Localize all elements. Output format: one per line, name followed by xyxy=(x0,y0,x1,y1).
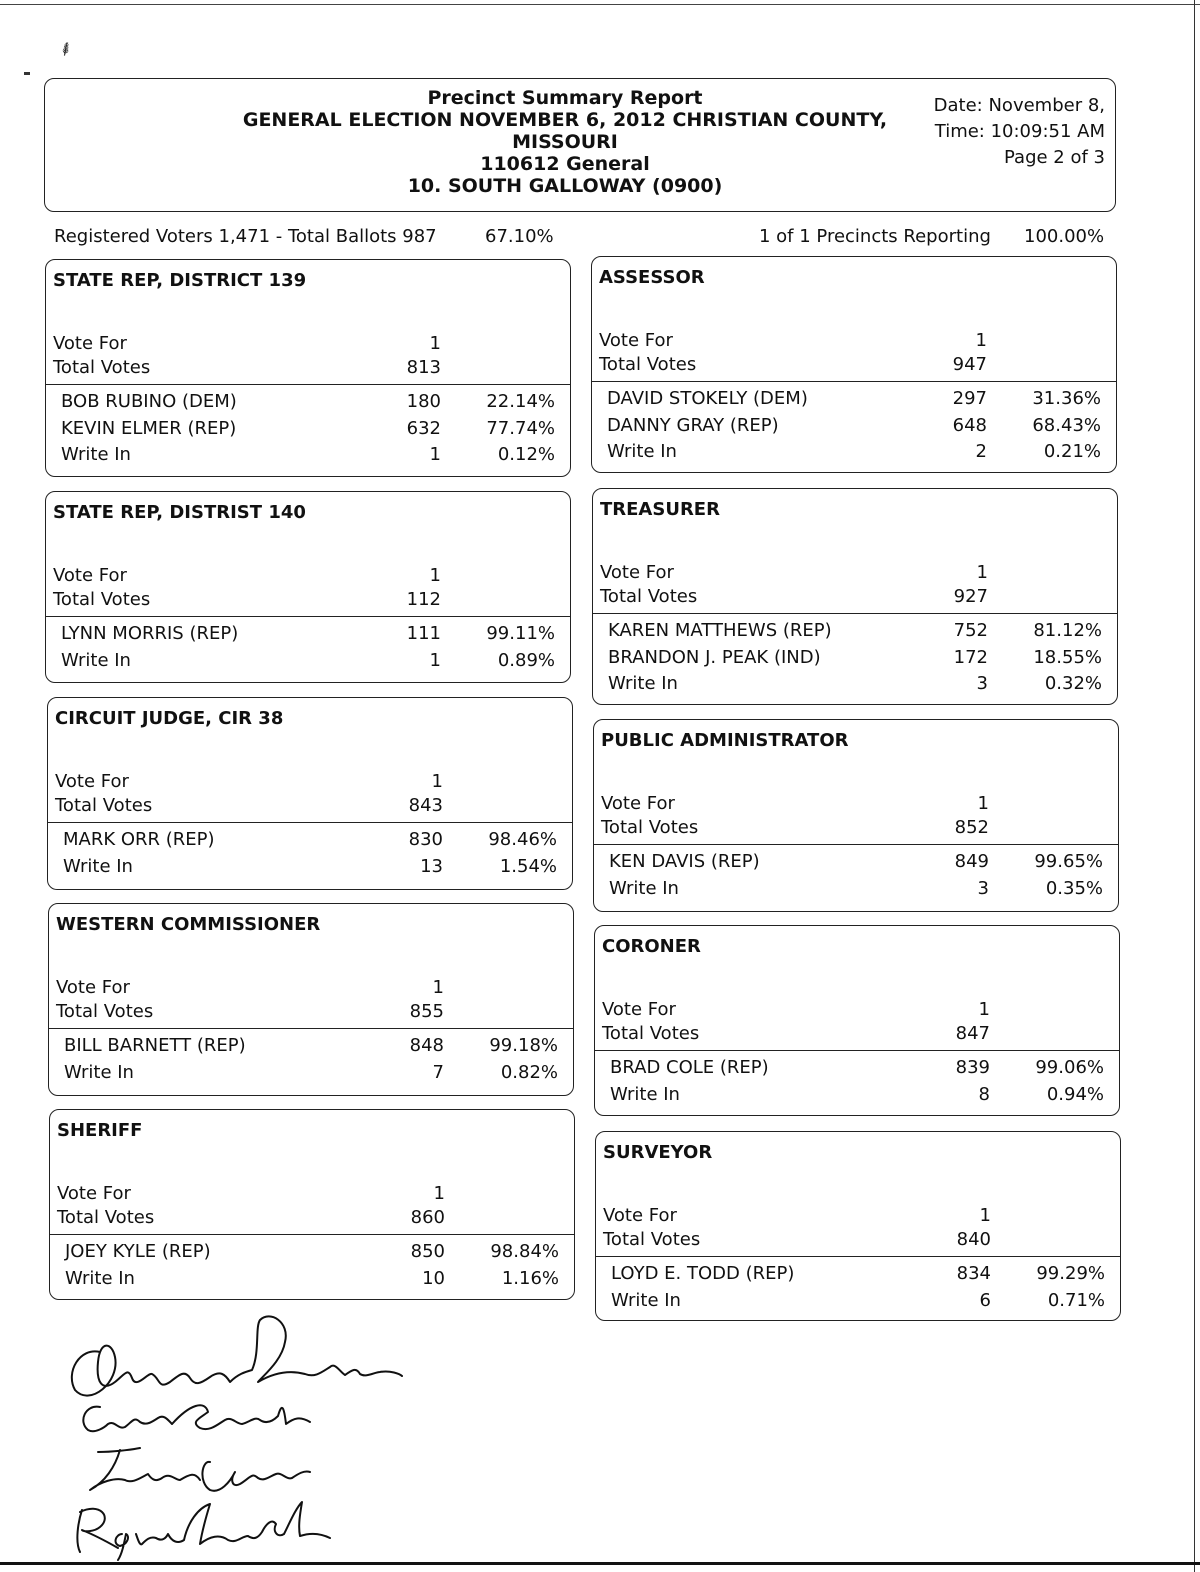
candidate-name: Write In xyxy=(65,1267,135,1289)
report-title: Precinct Summary Report xyxy=(427,87,703,109)
vote-for xyxy=(600,562,1110,586)
total-votes-value: 852 xyxy=(954,817,989,838)
candidate-row xyxy=(609,878,1109,904)
precinct-name: 10. SOUTH GALLOWAY (0900) xyxy=(407,175,723,197)
candidate-name: Write In xyxy=(61,444,131,465)
total-votes-label: Total Votes xyxy=(599,354,697,375)
registered-voters: Registered Voters 1,471 - Total Ballots 987 xyxy=(54,226,437,247)
candidate-votes: 6 xyxy=(979,1289,991,1311)
candidate-row xyxy=(608,673,1108,699)
candidate-votes: 1 xyxy=(429,444,441,465)
vote-for-label: Vote For xyxy=(601,793,675,814)
candidate-votes: 3 xyxy=(976,673,988,694)
candidate-percent: 0.32% xyxy=(1044,673,1102,694)
candidate-votes: 834 xyxy=(956,1263,991,1284)
candidate-name: LOYD E. TODD (REP) xyxy=(611,1263,795,1284)
contest-box xyxy=(592,488,1118,705)
vote-for-label: Vote For xyxy=(57,1183,131,1204)
contest-title: CORONER xyxy=(602,936,701,957)
report-time: Time: 10:09:51 AM xyxy=(934,121,1105,142)
header-meta xyxy=(925,93,1105,171)
page-border-bottom xyxy=(0,1562,1200,1565)
signature-3 xyxy=(90,1448,310,1491)
contest-title: STATE REP, DISTRICT 139 xyxy=(53,270,307,291)
page-border-top xyxy=(0,4,1200,5)
total-votes-value: 947 xyxy=(952,354,987,375)
vote-for xyxy=(57,1183,567,1207)
contest-divider xyxy=(596,1256,1120,1257)
candidate-row xyxy=(65,1241,565,1267)
candidate-votes: 752 xyxy=(953,620,988,641)
total-votes xyxy=(600,586,1110,610)
vote-for xyxy=(599,330,1109,354)
candidate-votes: 10 xyxy=(422,1267,445,1289)
candidate-row xyxy=(64,1035,564,1061)
candidate-percent: 0.35% xyxy=(1045,877,1103,899)
candidate-row xyxy=(611,1263,1111,1289)
total-votes xyxy=(53,589,563,613)
candidate-name: JOEY KYLE (REP) xyxy=(65,1241,211,1262)
contest-box xyxy=(594,925,1120,1116)
candidate-votes: 180 xyxy=(406,391,441,412)
candidate-votes: 13 xyxy=(420,855,443,877)
candidate-name: Write In xyxy=(63,855,133,877)
contest-divider xyxy=(46,616,570,617)
contest-title: STATE REP, DISTRIST 140 xyxy=(53,502,306,523)
candidate-row xyxy=(608,620,1108,646)
contest-title: PUBLIC ADMINISTRATOR xyxy=(601,730,849,751)
candidate-votes: 297 xyxy=(952,388,987,409)
signature-1 xyxy=(72,1316,402,1395)
candidate-row xyxy=(607,415,1107,441)
vote-for xyxy=(55,771,565,795)
candidate-name: BOB RUBINO (DEM) xyxy=(61,391,237,412)
total-votes-label: Total Votes xyxy=(56,1001,154,1022)
candidate-row xyxy=(611,1290,1111,1316)
candidate-votes: 7 xyxy=(432,1061,444,1083)
vote-for-label: Vote For xyxy=(55,771,129,792)
turnout-percent: 67.10% xyxy=(485,226,554,247)
contest-title: ASSESSOR xyxy=(599,267,705,288)
candidate-percent: 99.11% xyxy=(486,623,555,644)
candidate-percent: 81.12% xyxy=(1033,620,1102,641)
report-date: Date: November 8, xyxy=(933,95,1105,116)
total-votes xyxy=(53,357,563,381)
page-border-right xyxy=(1194,0,1195,1572)
contest-title: TREASURER xyxy=(600,499,720,520)
contest-title: SURVEYOR xyxy=(603,1142,713,1163)
candidate-votes: 172 xyxy=(953,646,988,668)
vote-for-value: 1 xyxy=(429,333,441,354)
precincts-reporting: 1 of 1 Precincts Reporting xyxy=(759,226,991,247)
vote-for-value: 1 xyxy=(979,1205,991,1226)
candidate-row xyxy=(61,650,561,676)
candidate-votes: 632 xyxy=(406,417,441,439)
candidate-percent: 99.65% xyxy=(1034,851,1103,872)
contest-divider xyxy=(50,1234,574,1235)
page-number: Page 2 of 3 xyxy=(1004,147,1105,168)
candidate-percent: 99.06% xyxy=(1035,1057,1104,1078)
candidate-row xyxy=(64,1062,564,1088)
total-votes-value: 860 xyxy=(410,1207,445,1228)
vote-for-value: 1 xyxy=(432,977,444,998)
contest-box xyxy=(591,256,1117,473)
total-votes-value: 927 xyxy=(953,586,988,607)
total-votes xyxy=(602,1023,1112,1047)
candidate-percent: 1.16% xyxy=(501,1267,559,1289)
election-state: MISSOURI xyxy=(512,131,618,153)
total-votes xyxy=(57,1207,567,1231)
vote-for-label: Vote For xyxy=(600,562,674,583)
candidate-name: BRANDON J. PEAK (IND) xyxy=(608,646,821,668)
contest-title: CIRCUIT JUDGE, CIR 38 xyxy=(55,708,284,729)
vote-for-value: 1 xyxy=(976,562,988,583)
signature-4 xyxy=(77,1502,330,1560)
candidate-name: KEN DAVIS (REP) xyxy=(609,851,760,872)
candidate-votes: 849 xyxy=(954,851,989,872)
candidate-row xyxy=(63,856,563,882)
candidate-votes: 1 xyxy=(429,649,441,671)
vote-for-label: Vote For xyxy=(56,977,130,998)
candidate-row xyxy=(607,388,1107,414)
total-votes-label: Total Votes xyxy=(53,589,151,610)
candidate-name: Write In xyxy=(610,1083,680,1105)
contest-divider xyxy=(594,844,1118,845)
header-title-block xyxy=(215,87,915,197)
vote-for xyxy=(53,333,563,357)
candidate-row xyxy=(61,391,561,417)
candidate-percent: 0.89% xyxy=(497,649,555,671)
candidate-row xyxy=(610,1057,1110,1083)
total-votes xyxy=(601,817,1111,841)
candidate-name: LYNN MORRIS (REP) xyxy=(61,623,239,644)
vote-for-value: 1 xyxy=(977,793,989,814)
candidate-votes: 2 xyxy=(975,441,987,462)
candidate-percent: 98.84% xyxy=(490,1241,559,1262)
total-votes-label: Total Votes xyxy=(600,586,698,607)
contest-box xyxy=(48,903,574,1096)
vote-for-value: 1 xyxy=(975,330,987,351)
candidate-row xyxy=(608,647,1108,673)
vote-for xyxy=(603,1205,1113,1229)
candidate-row xyxy=(607,441,1107,467)
contest-divider xyxy=(46,384,570,385)
vote-for-value: 1 xyxy=(431,771,443,792)
candidate-votes: 848 xyxy=(409,1035,444,1056)
candidate-name: DAVID STOKELY (DEM) xyxy=(607,388,808,409)
contest-divider xyxy=(593,613,1117,614)
candidate-percent: 77.74% xyxy=(486,417,555,439)
total-votes-value: 813 xyxy=(406,357,441,378)
candidate-percent: 1.54% xyxy=(499,855,557,877)
vote-for-value: 1 xyxy=(433,1183,445,1204)
candidate-name: KAREN MATTHEWS (REP) xyxy=(608,620,832,641)
total-votes-label: Total Votes xyxy=(57,1207,155,1228)
contest-divider xyxy=(48,822,572,823)
candidate-percent: 98.46% xyxy=(488,829,557,850)
candidate-percent: 31.36% xyxy=(1032,388,1101,409)
contest-title: SHERIFF xyxy=(57,1120,143,1141)
contest-box xyxy=(595,1131,1121,1321)
candidate-votes: 3 xyxy=(977,877,989,899)
candidate-percent: 0.71% xyxy=(1047,1289,1105,1311)
total-votes-label: Total Votes xyxy=(602,1023,700,1044)
candidate-percent: 22.14% xyxy=(486,391,555,412)
total-votes-value: 112 xyxy=(406,589,441,610)
candidate-percent: 99.29% xyxy=(1036,1263,1105,1284)
vote-for xyxy=(602,999,1112,1023)
election-code: 110612 General xyxy=(480,153,650,175)
vote-for xyxy=(56,977,566,1001)
candidate-name: BRAD COLE (REP) xyxy=(610,1057,769,1078)
vote-for xyxy=(53,565,563,589)
candidate-row xyxy=(63,829,563,855)
contest-box xyxy=(45,491,571,683)
vote-for-value: 1 xyxy=(429,565,441,586)
candidate-name: Write In xyxy=(611,1289,681,1311)
candidate-name: Write In xyxy=(64,1061,134,1083)
candidate-votes: 839 xyxy=(955,1057,990,1078)
candidate-percent: 0.21% xyxy=(1043,441,1101,462)
contest-title: WESTERN COMMISSIONER xyxy=(56,914,321,935)
candidate-row xyxy=(609,851,1109,877)
total-votes-value: 840 xyxy=(956,1229,991,1250)
election-name: GENERAL ELECTION NOVEMBER 6, 2012 CHRISTIAN COUNTY, xyxy=(242,109,888,131)
candidate-name: MARK ORR (REP) xyxy=(63,829,215,850)
candidate-name: DANNY GRAY (REP) xyxy=(607,414,779,436)
total-votes xyxy=(56,1001,566,1025)
candidate-name: Write In xyxy=(608,673,678,694)
scan-dot xyxy=(24,72,30,75)
vote-for-label: Vote For xyxy=(603,1205,677,1226)
candidate-name: KEVIN ELMER (REP) xyxy=(61,417,237,439)
vote-for xyxy=(601,793,1111,817)
candidate-percent: 18.55% xyxy=(1033,646,1102,668)
total-votes xyxy=(55,795,565,819)
signature-2 xyxy=(83,1405,310,1431)
contest-divider xyxy=(49,1028,573,1029)
total-votes-label: Total Votes xyxy=(53,357,151,378)
candidate-row xyxy=(61,623,561,649)
candidate-votes: 850 xyxy=(410,1241,445,1262)
total-votes-label: Total Votes xyxy=(601,817,699,838)
contest-box xyxy=(49,1109,575,1300)
total-votes-value: 843 xyxy=(408,795,443,816)
signatures xyxy=(60,1312,420,1562)
contest-divider xyxy=(595,1050,1119,1051)
total-votes xyxy=(599,354,1109,378)
candidate-votes: 111 xyxy=(406,623,441,644)
candidate-percent: 0.12% xyxy=(497,444,555,465)
candidate-row xyxy=(61,418,561,444)
candidate-percent: 0.82% xyxy=(500,1061,558,1083)
vote-for-value: 1 xyxy=(978,999,990,1020)
candidate-row xyxy=(65,1268,565,1294)
candidate-votes: 8 xyxy=(978,1083,990,1105)
scan-mark: ⸙ xyxy=(54,34,77,62)
candidate-votes: 830 xyxy=(408,829,443,850)
reporting-percent: 100.00% xyxy=(1024,226,1105,247)
candidate-name: BILL BARNETT (REP) xyxy=(64,1035,246,1056)
vote-for-label: Vote For xyxy=(53,333,127,354)
contest-box xyxy=(45,259,571,477)
candidate-percent: 68.43% xyxy=(1032,414,1101,436)
candidate-name: Write In xyxy=(61,649,131,671)
candidate-name: Write In xyxy=(607,441,677,462)
total-votes xyxy=(603,1229,1113,1253)
candidate-percent: 0.94% xyxy=(1046,1083,1104,1105)
total-votes-label: Total Votes xyxy=(603,1229,701,1250)
total-votes-value: 855 xyxy=(409,1001,444,1022)
vote-for-label: Vote For xyxy=(602,999,676,1020)
candidate-name: Write In xyxy=(609,877,679,899)
vote-for-label: Vote For xyxy=(53,565,127,586)
candidate-row xyxy=(610,1084,1110,1110)
report-header xyxy=(44,78,1116,212)
candidate-percent: 99.18% xyxy=(489,1035,558,1056)
contest-box xyxy=(47,697,573,890)
candidate-votes: 648 xyxy=(952,414,987,436)
total-votes-value: 847 xyxy=(955,1023,990,1044)
contest-divider xyxy=(592,381,1116,382)
vote-for-label: Vote For xyxy=(599,330,673,351)
total-votes-label: Total Votes xyxy=(55,795,153,816)
contest-box xyxy=(593,719,1119,912)
candidate-row xyxy=(61,444,561,470)
